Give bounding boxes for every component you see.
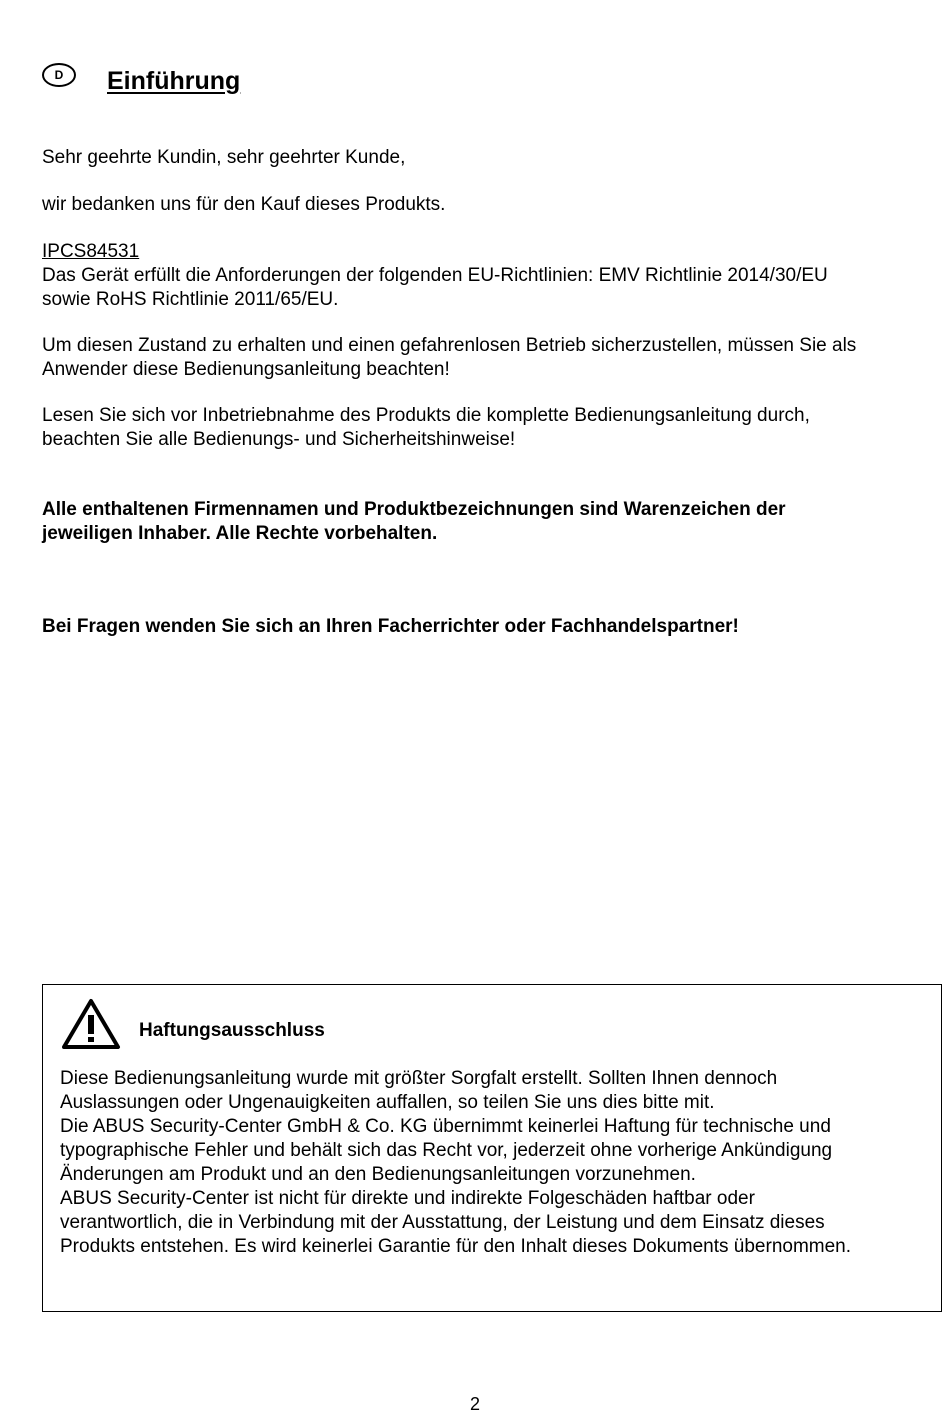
condition-line: Anwender diese Bedienungsanleitung beachten! <box>42 359 450 380</box>
condition-line: Um diesen Zustand zu erhalten und einen gefahrenlosen Betrieb sicherzustellen, müssen Sie als <box>42 335 857 356</box>
condition-paragraph <box>42 334 932 382</box>
language-badge: D <box>42 63 76 87</box>
thanks-text: wir bedanken uns für den Kauf dieses Produkts. <box>42 194 446 215</box>
page-number: 2 <box>469 1394 480 1414</box>
disclaimer-line: Diese Bedienungsanleitung wurde mit größter Sorgfalt erstellt. Sollten Ihnen dennoch <box>60 1068 778 1089</box>
read-line: Lesen Sie sich vor Inbetriebnahme des Produkts die komplette Bedienungsanleitung durch, <box>42 405 810 426</box>
disclaimer-line: typographische Fehler und behält sich das Recht vor, jederzeit ohne vorherige Ankündigung <box>60 1140 833 1161</box>
disclaimer-box <box>42 984 942 1312</box>
disclaimer-line: Produkts entstehen. Es wird keinerlei Garantie für den Inhalt dieses Dokuments übernommen. <box>60 1236 852 1257</box>
disclaimer-line: ABUS Security-Center ist nicht für direkte und indirekte Folgeschäden haftbar oder <box>60 1188 755 1209</box>
trademark-paragraph <box>42 498 932 546</box>
disclaimer-line: Auslassungen oder Ungenauigkeiten auffallen, so teilen Sie uns dies bitte mit. <box>60 1092 715 1113</box>
read-line: beachten Sie alle Bedienungs- und Sicherheitshinweise! <box>42 429 516 450</box>
model-number: IPCS84531 <box>42 241 140 262</box>
disclaimer-heading: Haftungsausschluss <box>139 1020 325 1041</box>
questions-text: Bei Fragen wenden Sie sich an Ihren Facherrichter oder Fachhandelspartner! <box>42 616 739 637</box>
salutation-text: Sehr geehrte Kundin, sehr geehrter Kunde, <box>42 147 406 168</box>
trademark-line: Alle enthaltenen Firmennamen und Produktbezeichnungen sind Warenzeichen der <box>42 499 786 520</box>
read-manual-paragraph <box>42 404 932 452</box>
compliance-line: Das Gerät erfüllt die Anforderungen der folgenden EU-Richtlinien: EMV Richtlinie 2014/30/EU <box>42 265 828 286</box>
disclaimer-line: verantwortlich, die in Verbindung mit der Ausstattung, der Leistung und dem Einsatz dieses <box>60 1212 825 1233</box>
compliance-paragraph <box>42 240 932 312</box>
disclaimer-body <box>60 1067 930 1259</box>
page-title: Einführung <box>107 67 241 95</box>
compliance-line: sowie RoHS Richtlinie 2011/65/EU. <box>42 289 339 310</box>
disclaimer-line: Die ABUS Security-Center GmbH & Co. KG übernimmt keinerlei Haftung für technische und <box>60 1116 831 1137</box>
trademark-line: jeweiligen Inhaber. Alle Rechte vorbehalten. <box>42 523 438 544</box>
warning-triangle-icon <box>61 998 121 1050</box>
disclaimer-line: Änderungen am Produkt und an den Bedienungsanleitungen vorzunehmen. <box>60 1164 696 1185</box>
